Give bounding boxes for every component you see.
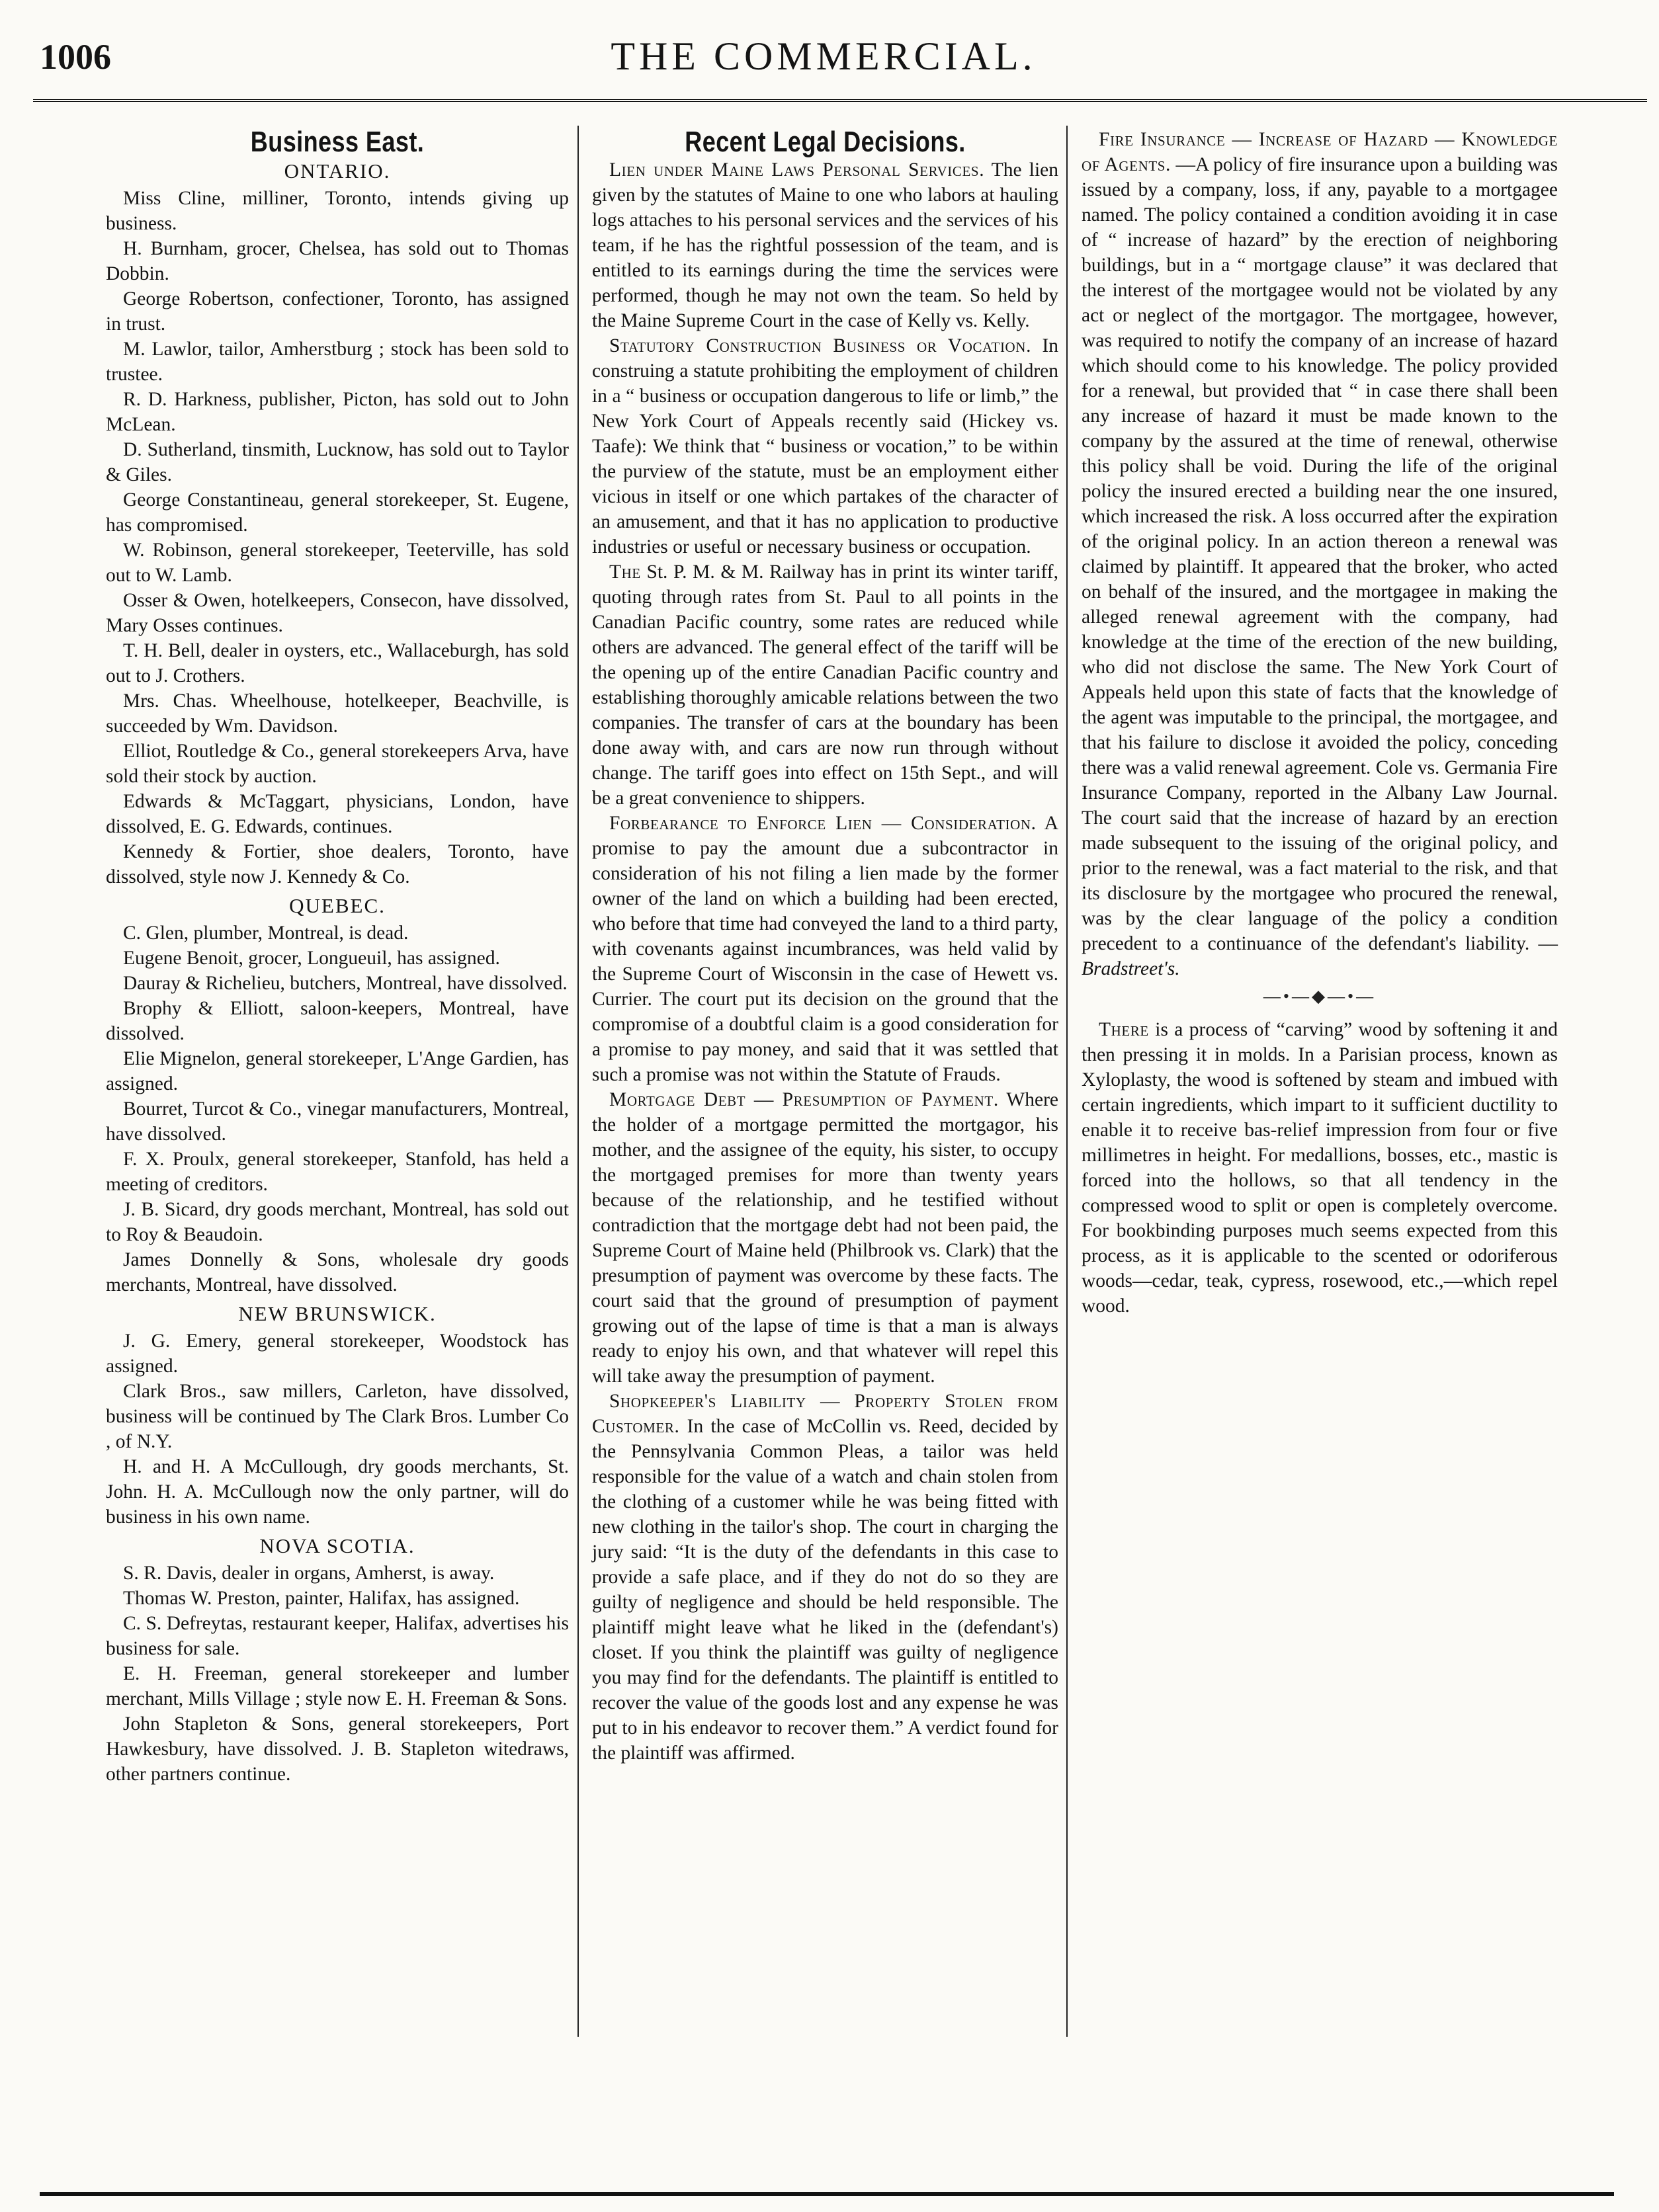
list-item: Clark Bros., saw millers, Carleton, have dissolved, business will be continued by The Clark Bros. Lumber Co , of N.Y.	[106, 1381, 569, 1452]
province-heading: NEW BRUNSWICK.	[238, 1302, 437, 1325]
list-item: Eugene Benoit, grocer, Longueuil, has assigned.	[123, 948, 500, 969]
list-item: W. Robinson, general storekeeper, Teeterville, has sold out to W. Lamb.	[106, 540, 569, 586]
list-item: Thomas W. Preston, painter, Halifax, has assigned.	[123, 1588, 520, 1609]
list-item: Edwards & McTaggart, physicians, London, have dissolved, E. G. Edwards, continues.	[106, 791, 569, 837]
article-paragraph	[592, 157, 1058, 333]
article-text: Where the holder of a mortgage permitted the mortgagor, his mother, and the assignee of the equity, his sister, to occupy the mortgaged premises for more than twenty years because of the relationship, and he testified without contradiction that the mortgage debt had not been paid, the Supreme Court of Maine held (Philbrook vs. Clark) that the presumption of payment was overcome by these facts. The court said that the ground of presumption of payment growing out of the lapse of time is that a man is always ready to enjoy his own, and that whatever will repel this will take away the presumption of payment.	[592, 1089, 1058, 1387]
list-item: Kennedy & Fortier, shoe dealers, Toronto, have dissolved, style now J. Kennedy & Co.	[106, 841, 569, 887]
third-column	[1082, 127, 1558, 1319]
list-item: James Donnelly & Sons, wholesale dry goods merchants, Montreal, have dissolved.	[106, 1249, 569, 1295]
province-heading: QUEBEC.	[289, 894, 386, 917]
list-item: George Constantineau, general storekeeper, St. Eugene, has compromised.	[106, 489, 569, 536]
article-paragraph	[592, 811, 1058, 1087]
list-item: Brophy & Elliott, saloon-keepers, Montreal, have dissolved.	[106, 998, 569, 1044]
article-paragraph	[592, 333, 1058, 559]
article-text: St. P. M. & M. Railway has in print its winter tariff, quoting through rates from St. Paul to all points in the Canadian Pacific country, some rates are reduced while others are advanced. The general effect of the tariff will be the opening up of the entire Canadian Pacific country and establishing thoroughly amicable relations between the two companies. The transfer of cars at the boundary has been done away with, and cars are now run through without change. The tariff goes into effect on 15th Sept., and will be a great convenience to shippers.	[592, 561, 1059, 809]
article-lead: The	[609, 561, 641, 583]
article-lead: There	[1099, 1019, 1149, 1040]
article-paragraph	[592, 1389, 1058, 1766]
article-paragraph	[1082, 127, 1558, 981]
list-item: Elliot, Routledge & Co., general storekeepers Arva, have sold their stock by auction.	[106, 741, 569, 787]
section-heading: Recent Legal Decisions.	[685, 126, 966, 158]
article-lead: Mortgage Debt — Presumption of Payment.	[609, 1089, 999, 1110]
article-lead: Statutory Construction Business or Vocation.	[609, 335, 1032, 356]
list-item: M. Lawlor, tailor, Amherstburg ; stock has been sold to trustee.	[106, 339, 569, 385]
masthead-title: THE COMMERCIAL.	[611, 34, 1037, 78]
list-item: E. H. Freeman, general storekeeper and lumber merchant, Mills Village ; style now E. H. Freeman & Sons.	[106, 1663, 569, 1709]
list-item: Bourret, Turcot & Co., vinegar manufacturers, Montreal, have dissolved.	[106, 1098, 569, 1145]
column-divider	[1066, 126, 1068, 2037]
column-divider	[577, 126, 579, 2037]
list-item: J. G. Emery, general storekeeper, Woodstock has assigned.	[106, 1331, 569, 1377]
article-lead: Shopkeeper's Liability — Property Stolen from Customer.	[592, 1391, 1058, 1437]
list-item: T. H. Bell, dealer in oysters, etc., Wallaceburgh, has sold out to J. Crothers.	[106, 640, 569, 686]
section-heading: Business East.	[250, 126, 425, 158]
list-item: H. and H. A McCullough, dry goods merchants, St. John. H. A. McCullough now the only partner, will do business in his own name.	[106, 1456, 569, 1528]
article-text: is a process of “carving” wood by softening it and then pressing it in molds. In a Parisian process, known as Xyloplasty, the wood is softened by steam and imbued with certain ingredients, which impart to it sufficient ductility to enable it to receive bas-relief impression from four or five millimetres in height. For medallions, bosses, etc., mastic is forced into the hollows, so that all tendency in the compressed wood to split or open is completely overcome. For bookbinding purposes much seems expected from this process, as it is applicable to the scented or odoriferous woods—cedar, teak, cypress, rosewood, etc.,—which repel wood.	[1082, 1019, 1558, 1317]
article-text: In construing a statute prohibiting the employment of children in a “ business or occupation dangerous to life or limb,” the New York Court of Appeals recently said (Hickey vs. Taafe): We think that “ business or vocation,” to be within the purview of the statute, must be an employment either vicious in itself or one which partakes of the character of an amusement, and that it has no application to productive industries or useful or necessary business or occupation.	[592, 335, 1059, 557]
list-item: Miss Cline, milliner, Toronto, intends giving up business.	[106, 188, 569, 234]
list-item: George Robertson, confectioner, Toronto, has assigned in trust.	[106, 288, 569, 335]
list-item: H. Burnham, grocer, Chelsea, has sold out to Thomas Dobbin.	[106, 238, 569, 284]
article-source: Bradstreet's.	[1082, 958, 1180, 979]
footer-rule	[40, 2192, 1614, 2196]
list-item: D. Sutherland, tinsmith, Lucknow, has sold out to Taylor & Giles.	[106, 439, 569, 485]
legal-decisions-column	[592, 126, 1058, 1766]
page-number: 1006	[40, 37, 111, 77]
list-item: Dauray & Richelieu, butchers, Montreal, have dissolved.	[123, 973, 568, 994]
article-text: The lien given by the statutes of Maine to one who labors at hauling logs attaches to his personal services and the services of his team, if he has the rightful possession of the team, and is entitled to its earnings during the time the services were performed, though he may not own the team. So held by the Maine Supreme Court in the case of Kelly vs. Kelly.	[592, 159, 1059, 331]
article-lead: Fire Insurance — Increase of Hazard — Knowledge of Agents.	[1082, 129, 1558, 175]
article-text: A promise to pay the amount due a subcontractor in consideration of his not filing a lien made by the former owner of the land on which a building had been erected, who before that time had conveyed the land to a third party, with covenants against incumbrances, was held valid by the Supreme Court of Wisconsin in the case of Hewett vs. Currier. The court put its decision on the ground that the compromise of a doubtful claim is a good consideration for a promise to pay money, and said that it was settled that such a promise was not within the Statute of Frauds.	[592, 813, 1058, 1085]
list-item: C. Glen, plumber, Montreal, is dead.	[123, 922, 409, 944]
article-text: —A policy of fire insurance upon a building was issued by a company, loss, if any, payable to a mortgagee named. The policy contained a condition avoiding it in case of “ increase of hazard” by the erection of neighboring buildings, but in a “ mortgage clause” it was declared that the interest of the mortgagee would not be violated by any act or neglect of the mortgagor. The mortgagee, however, was required to notify the company of an increase of hazard which should come to his knowledge. The policy provided for a renewal, but provided that “ in case there shall been any increase of hazard it must be made known to the company by the assured at the time of renewal, otherwise this policy shall be void. During the life of the original policy the insured erected a building near the one insured, which increased the risk. A loss occurred after the expiration of the original policy. In an action thereon a renewal was claimed by plaintiff. It appeared that the broker, who acted on behalf of the insured, and the mortgagee in making the alleged renewal agreement with the company, had knowledge at the time of the erection of the new building, who did not disclose the same. The New York Court of Appeals held upon this state of facts that the knowledge of the agent was imputable to the principal, the mortgagee, and that his failure to disclose it avoided the policy, conceding there was a valid renewal agreement. Cole vs. Germania Fire Insurance Company, reported in the Albany Law Journal. The court said that the increase of hazard by an erection made subsequent to the issuing of the original policy, and prior to the renewal, was a fact material to the risk, and that its disclosure by the mortgagee who procured the renewal, was by the clear language of the policy a condition precedent to a continuance of the defendant's liability. —	[1082, 154, 1558, 954]
list-item: R. D. Harkness, publisher, Picton, has sold out to John McLean.	[106, 389, 569, 435]
article-text: In the case of McCollin vs. Reed, decided by the Pennsylvania Common Pleas, a tailor was held responsible for the value of a watch and chain stolen from the clothing of a customer while he was being fitted with new clothing in the tailor's shop. The court in charging the jury said: “It is the duty of the defendants in this case to provide a safe place, and if they do not do so they are guilty of negligence and should be held responsible. The plaintiff might leave what he liked in the (defendant's) closet. If you think the plaintiff was guilty of negligence you may find for the defendants. The plaintiff is entitled to recover the value of the goods lost and any expense he was put to in his endeavor to recover them.” A verdict found for the plaintiff was affirmed.	[592, 1416, 1059, 1764]
page-header	[40, 36, 1607, 96]
list-item: Mrs. Chas. Wheelhouse, hotelkeeper, Beachville, is succeeded by Wm. Davidson.	[106, 690, 569, 737]
article-lead: Lien under Maine Laws Personal Services.	[609, 159, 985, 181]
list-item: F. X. Proulx, general storekeeper, Stanfold, has held a meeting of creditors.	[106, 1149, 569, 1195]
list-item: J. B. Sicard, dry goods merchant, Montreal, has sold out to Roy & Beaudoin.	[106, 1199, 569, 1245]
article-paragraph	[592, 559, 1058, 811]
list-item: Elie Mignelon, general storekeeper, L'Ange Gardien, has assigned.	[106, 1048, 569, 1094]
business-east-column	[106, 126, 569, 1787]
list-item: John Stapleton & Sons, general storekeepers, Port Hawkesbury, have dissolved. J. B. Stapleton witedraws, other partners continue.	[106, 1713, 569, 1785]
article-lead: Forbearance to Enforce Lien — Consideration.	[609, 813, 1037, 834]
list-item: Osser & Owen, hotelkeepers, Consecon, have dissolved, Mary Osses continues.	[106, 590, 569, 636]
article-paragraph	[592, 1087, 1058, 1389]
article-paragraph	[1082, 1017, 1558, 1319]
list-item: S. R. Davis, dealer in organs, Amherst, is away.	[123, 1563, 495, 1584]
province-heading: NOVA SCOTIA.	[259, 1534, 415, 1557]
header-rule	[33, 99, 1647, 102]
list-item: C. S. Defreytas, restaurant keeper, Halifax, advertises his business for sale.	[106, 1613, 569, 1659]
province-heading: ONTARIO.	[284, 159, 391, 183]
section-ornament: —•—◆—•—	[1263, 987, 1377, 1006]
